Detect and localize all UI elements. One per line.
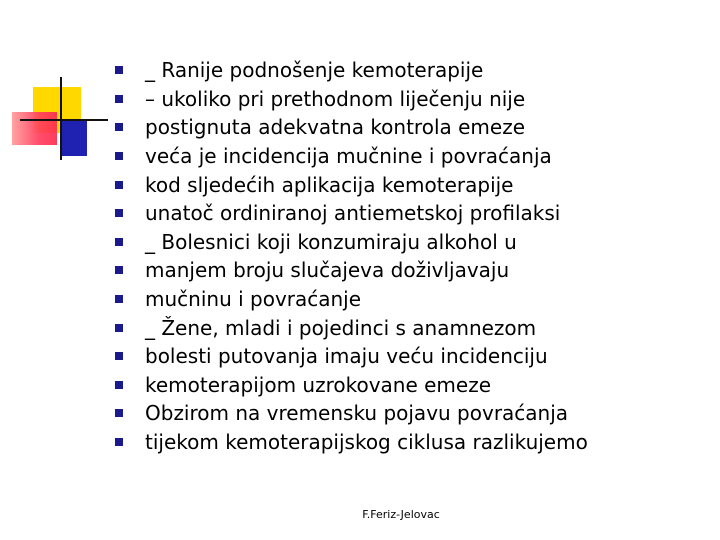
bullet-icon [115, 95, 123, 103]
bullet-icon [115, 209, 123, 217]
list-item [113, 142, 703, 171]
list-item [113, 342, 703, 371]
list-item [113, 399, 703, 428]
list-item [113, 85, 703, 114]
red-rectangle [12, 112, 57, 145]
list-item-text: _ Bolesnici koji konzumiraju alkohol u [145, 229, 517, 254]
bullet-icon [115, 152, 123, 160]
bullet-icon [115, 381, 123, 389]
list-item-text: postignuta adekvatna kontrola emeze [145, 115, 526, 140]
list-item-text: mučninu i povraćanje [145, 287, 362, 312]
horizontal-line [20, 119, 108, 121]
bullet-icon [115, 324, 123, 332]
bullet-icon [115, 181, 123, 189]
list-item-text: Obzirom na vremensku pojavu povraćanja [145, 401, 569, 426]
bullet-icon [115, 409, 123, 417]
decorative-logo [0, 0, 120, 180]
bullet-icon [115, 238, 123, 246]
list-item [113, 256, 703, 285]
bullet-list [113, 56, 703, 456]
list-item [113, 371, 703, 400]
list-item-text: tijekom kemoterapijskog ciklusa razlikujemo [145, 430, 588, 455]
list-item-text: kemoterapijom uzrokovane emeze [145, 372, 492, 397]
list-item-text: _ Žene, mladi i pojedinci s anamnezom [145, 315, 537, 340]
footer-author: F.Feriz-Jelovac [362, 508, 440, 521]
list-item-text: – ukoliko pri prethodnom liječenju nije [145, 86, 526, 111]
bullet-icon [115, 438, 123, 446]
list-item [113, 428, 703, 457]
list-item [113, 113, 703, 142]
blue-square [60, 120, 87, 156]
list-item-text: kod sljedećih aplikacija kemoterapije [145, 172, 514, 197]
list-item [113, 313, 703, 342]
list-item-text: manjem broju slučajeva doživljavaju [145, 258, 510, 283]
list-item-text: unatoč ordiniranoj antiemetskoj profilaksi [145, 201, 561, 226]
list-item-text: _ Ranije podnošenje kemoterapije [145, 58, 484, 83]
list-item [113, 170, 703, 199]
bullet-icon [115, 266, 123, 274]
list-item [113, 56, 703, 85]
list-item-text: veća je incidencija mučnine i povraćanja [145, 144, 552, 169]
bullet-icon [115, 123, 123, 131]
list-item-text: bolesti putovanja imaju veću incidenciju [145, 344, 548, 369]
bullet-icon [115, 66, 123, 74]
list-item [113, 199, 703, 228]
list-item [113, 228, 703, 257]
list-item [113, 285, 703, 314]
bullet-icon [115, 295, 123, 303]
bullet-icon [115, 352, 123, 360]
